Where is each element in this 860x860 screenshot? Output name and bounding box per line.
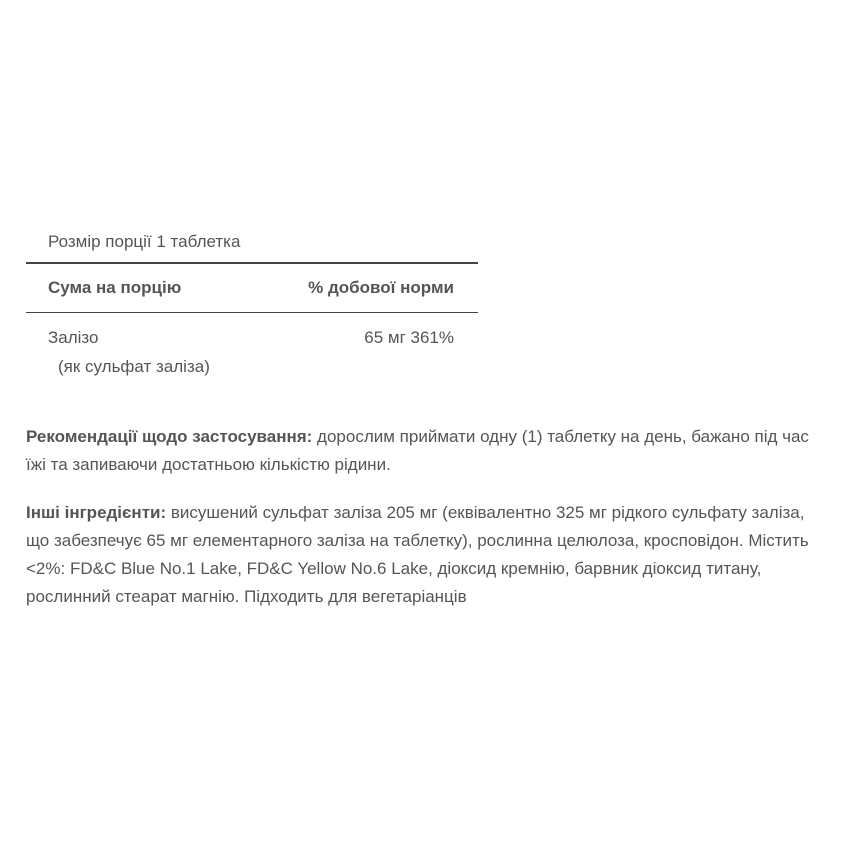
other-ingredients-text: висушений сульфат заліза 205 мг (еквівалентно 325 мг рідкого сульфату заліза, що забезпечує 65 мг елементарного заліза на таблетку), рослинна целюлоза, кросповідон. Містить <2%: FD&C Blue No.1 Lake, FD&C Yellow No.6 Lake, діоксид кремнію, барвник діоксид титану, рослинний стеарат магнію. Підходить для вегетаріанців	[26, 503, 809, 606]
header-amount: Сума на порцію	[48, 278, 182, 297]
table-header	[26, 264, 478, 313]
other-ingredients-label: Інші інгредієнти:	[26, 503, 167, 522]
recommendations-paragraph	[26, 423, 826, 479]
nutrient-amount-dv: 65 мг 361%	[364, 328, 454, 347]
other-ingredients-paragraph	[26, 499, 826, 611]
nutrient-note: (як сульфат заліза)	[58, 357, 210, 376]
header-daily-value: % добової норми	[308, 278, 454, 297]
recommendations-label: Рекомендації щодо застосування:	[26, 427, 313, 446]
supplement-facts-table	[26, 226, 478, 379]
recommendations-text: дорослим приймати одну (1) таблетку на день, бажано під час їжі та запиваючи достатньою кількістю рідини.	[26, 427, 809, 474]
serving-size: Розмір порції 1 таблетка	[26, 226, 478, 264]
nutrient-name: Залізо	[48, 328, 99, 347]
